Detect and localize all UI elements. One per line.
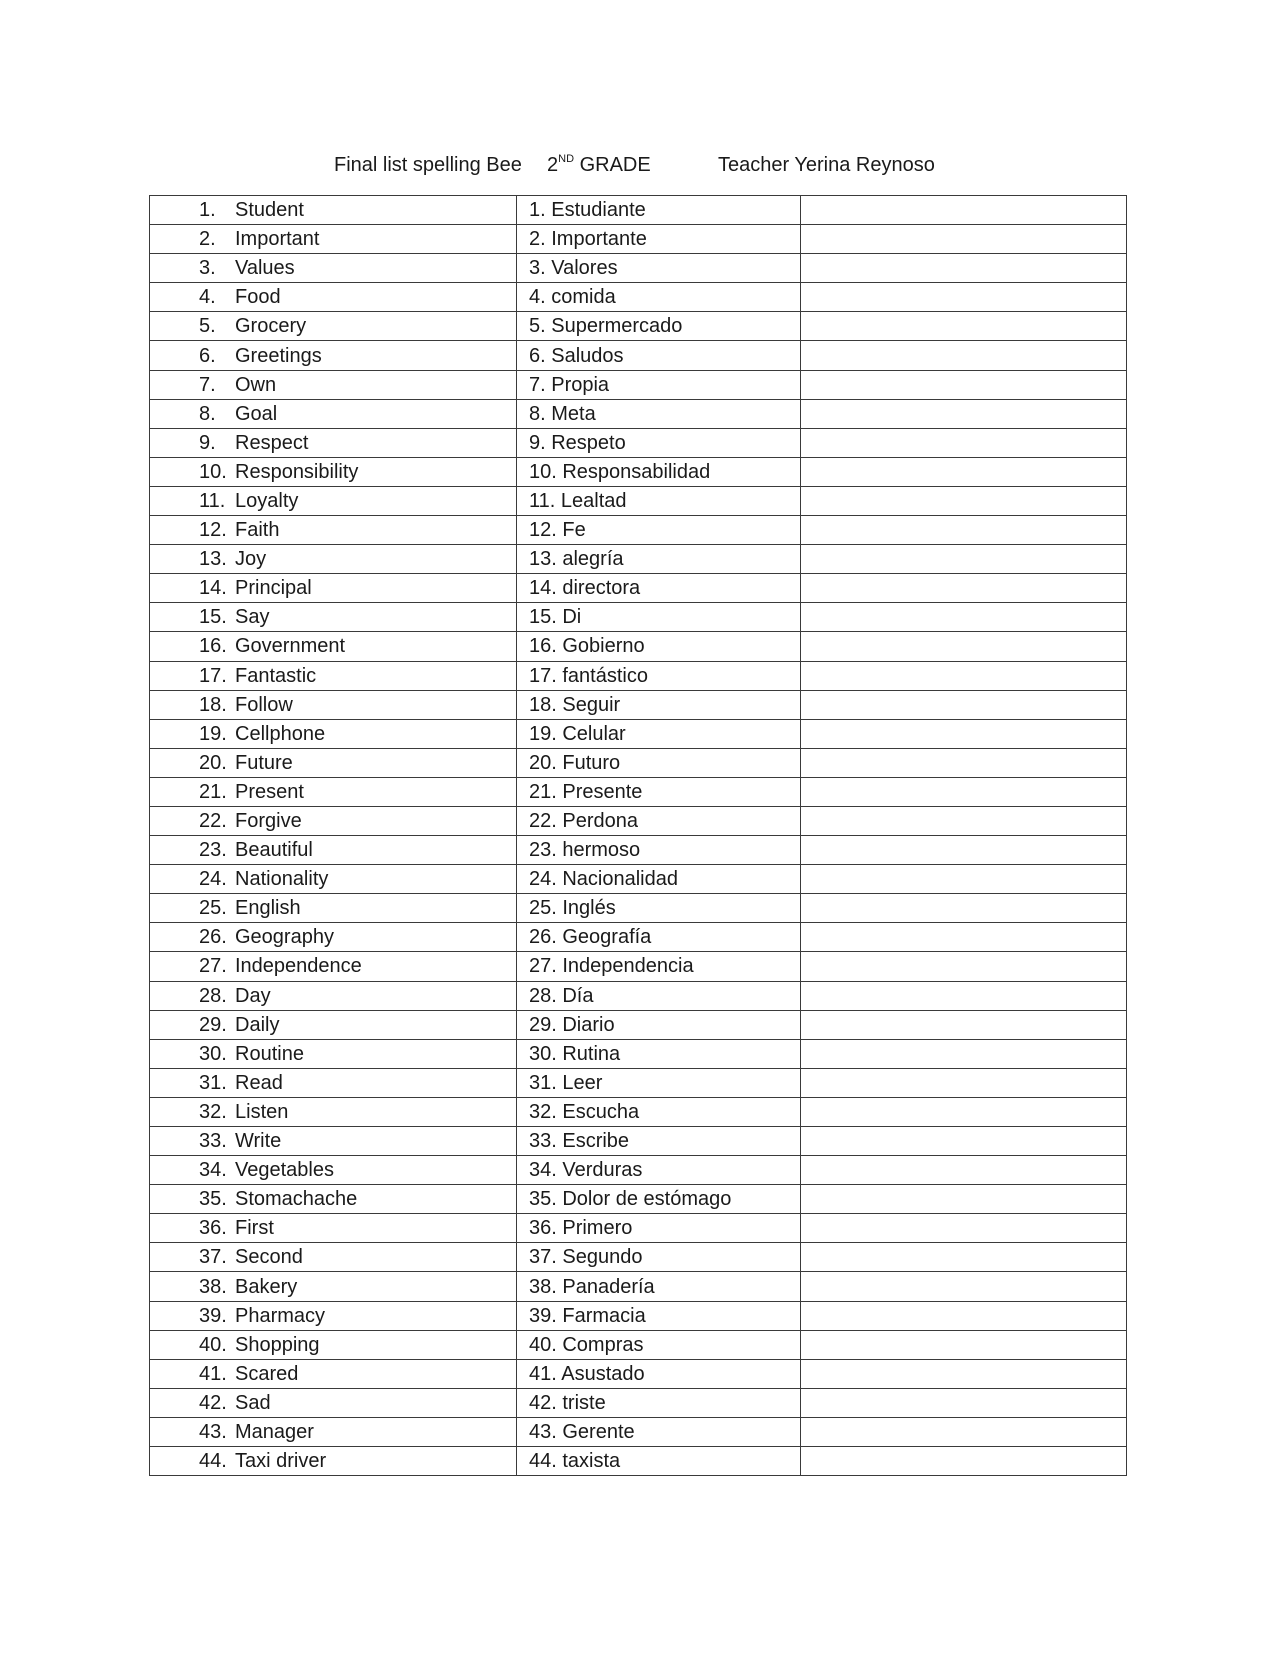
document-header [0,150,1280,180]
table-row [150,486,1127,515]
english-word-cell [150,457,517,486]
spanish-word-cell: 1. Estudiante [517,196,801,225]
word-number: 17. [199,664,227,687]
empty-cell [801,894,1127,923]
english-word-cell [150,1272,517,1301]
empty-cell [801,719,1127,748]
english-word-cell [150,1010,517,1039]
table-row [150,574,1127,603]
spanish-word-cell: 15. Di [517,603,801,632]
spanish-word-cell: 17. fantástico [517,661,801,690]
spanish-word-cell: 26. Geografía [517,923,801,952]
empty-cell [801,1272,1127,1301]
english-word-cell [150,225,517,254]
empty-cell [801,777,1127,806]
spanish-word-cell: 8. Meta [517,399,801,428]
table-row [150,632,1127,661]
english-word-cell [150,312,517,341]
table-row [150,661,1127,690]
english-word: Grocery [235,315,307,338]
grade-word: GRADE [579,154,651,176]
english-word-cell [150,632,517,661]
table-row [150,981,1127,1010]
table-row [150,283,1127,312]
spanish-word-cell: 39. Farmacia [517,1301,801,1330]
empty-cell [801,923,1127,952]
empty-cell [801,865,1127,894]
english-word: Own [235,373,277,396]
empty-cell [801,661,1127,690]
english-word: Loyalty [235,489,299,512]
table-row [150,1127,1127,1156]
english-word: Listen [235,1100,289,1123]
english-word: Government [235,635,346,658]
spanish-word-cell: 31. Leer [517,1068,801,1097]
word-number: 36. [199,1217,227,1240]
english-word: English [235,897,301,920]
english-word: Goal [235,402,278,425]
word-number: 29. [199,1013,227,1036]
word-number: 16. [199,635,227,658]
empty-cell [801,632,1127,661]
word-number: 21. [199,780,227,803]
empty-cell [801,1243,1127,1272]
english-word: Present [235,780,304,803]
empty-cell [801,690,1127,719]
english-word: Principal [235,577,312,600]
english-word: Routine [235,1042,304,1065]
table-row [150,1388,1127,1417]
teacher-name: Teacher Yerina Reynoso [718,154,935,176]
empty-cell [801,1417,1127,1446]
empty-cell [801,981,1127,1010]
empty-cell [801,370,1127,399]
english-word: Bakery [235,1275,298,1298]
word-number: 33. [199,1130,227,1153]
empty-cell [801,254,1127,283]
spanish-word-cell: 12. Fe [517,516,801,545]
empty-cell [801,603,1127,632]
spanish-word-cell: 3. Valores [517,254,801,283]
english-word-cell [150,1301,517,1330]
word-number: 2. [199,228,216,251]
spanish-word-cell: 13. alegría [517,545,801,574]
table-row [150,806,1127,835]
table-row [150,748,1127,777]
spanish-word-cell: 11. Lealtad [517,486,801,515]
table-row [150,1010,1127,1039]
empty-cell [801,341,1127,370]
english-word-cell [150,1388,517,1417]
empty-cell [801,1010,1127,1039]
word-number: 15. [199,606,227,629]
english-word-cell [150,574,517,603]
english-word: Day [235,984,271,1007]
table-row [150,1301,1127,1330]
english-word-cell [150,399,517,428]
word-number: 3. [199,257,216,280]
english-word-cell [150,661,517,690]
english-word-cell [150,545,517,574]
english-word-cell [150,923,517,952]
spanish-word-cell: 34. Verduras [517,1156,801,1185]
english-word-cell [150,283,517,312]
english-word: Independence [235,955,362,978]
english-word-cell [150,777,517,806]
word-number: 43. [199,1420,227,1443]
spanish-word-cell: 40. Compras [517,1330,801,1359]
spanish-word-cell: 14. directora [517,574,801,603]
english-word-cell [150,1417,517,1446]
word-number: 41. [199,1362,227,1385]
english-word: Food [235,286,281,309]
english-word: Write [235,1130,282,1153]
english-word: Cellphone [235,722,326,745]
empty-cell [801,1359,1127,1388]
spanish-word-cell: 36. Primero [517,1214,801,1243]
table-row [150,1097,1127,1126]
table-row [150,1447,1127,1476]
english-word-cell [150,486,517,515]
english-word: Greetings [235,344,322,367]
spanish-word-cell: 6. Saludos [517,341,801,370]
empty-cell [801,399,1127,428]
word-number: 28. [199,984,227,1007]
empty-cell [801,1447,1127,1476]
spanish-word-cell: 23. hermoso [517,836,801,865]
empty-cell [801,574,1127,603]
spanish-word-cell: 35. Dolor de estómago [517,1185,801,1214]
english-word-cell [150,370,517,399]
english-word: Say [235,606,270,629]
word-number: 9. [199,431,216,454]
table-row [150,865,1127,894]
english-word: Geography [235,926,334,949]
word-number: 39. [199,1304,227,1327]
empty-cell [801,312,1127,341]
table-row [150,457,1127,486]
spanish-word-cell: 32. Escucha [517,1097,801,1126]
spanish-word-cell: 41. Asustado [517,1359,801,1388]
table-row [150,1185,1127,1214]
word-number: 32. [199,1100,227,1123]
word-number: 6. [199,344,216,367]
empty-cell [801,283,1127,312]
english-word: Pharmacy [235,1304,326,1327]
english-word-cell [150,341,517,370]
english-word: Fantastic [235,664,317,687]
word-number: 27. [199,955,227,978]
empty-cell [801,806,1127,835]
table-row [150,545,1127,574]
empty-cell [801,225,1127,254]
english-word-cell [150,603,517,632]
grade-ordinal-suffix: ND [558,153,575,166]
english-word-cell [150,1185,517,1214]
spanish-word-cell: 22. Perdona [517,806,801,835]
spanish-word-cell: 43. Gerente [517,1417,801,1446]
table-row [150,1039,1127,1068]
table-row [150,952,1127,981]
english-word-cell [150,894,517,923]
spanish-word-cell: 27. Independencia [517,952,801,981]
empty-cell [801,748,1127,777]
spanish-word-cell: 19. Celular [517,719,801,748]
table-row [150,428,1127,457]
empty-cell [801,1185,1127,1214]
table-row [150,312,1127,341]
word-number: 30. [199,1042,227,1065]
english-word: Future [235,751,293,774]
empty-cell [801,457,1127,486]
table-row [150,370,1127,399]
empty-cell [801,196,1127,225]
empty-cell [801,1068,1127,1097]
word-number: 5. [199,315,216,338]
word-rows [150,196,1127,1476]
english-word: Forgive [235,810,302,833]
english-word-cell [150,836,517,865]
word-number: 44. [199,1450,227,1473]
spanish-word-cell: 7. Propia [517,370,801,399]
english-word: Taxi driver [235,1450,327,1473]
english-word-cell [150,690,517,719]
english-word-cell [150,1447,517,1476]
table-row [150,690,1127,719]
empty-cell [801,1214,1127,1243]
word-number: 19. [199,722,227,745]
english-word: Values [235,257,295,280]
spanish-word-cell: 20. Futuro [517,748,801,777]
english-word: Sad [235,1391,271,1414]
word-number: 13. [199,548,227,571]
word-number: 24. [199,868,227,891]
english-word-cell [150,952,517,981]
empty-cell [801,1039,1127,1068]
spanish-word-cell: 42. triste [517,1388,801,1417]
spanish-word-cell: 37. Segundo [517,1243,801,1272]
english-word: First [235,1217,274,1240]
empty-cell [801,428,1127,457]
grade-label [547,150,651,180]
english-word-cell [150,1039,517,1068]
spanish-word-cell: 21. Presente [517,777,801,806]
table-row [150,225,1127,254]
word-number: 37. [199,1246,227,1269]
english-word: Vegetables [235,1159,334,1182]
english-word: Daily [235,1013,280,1036]
spanish-word-cell: 2. Importante [517,225,801,254]
table-row [150,1156,1127,1185]
empty-cell [801,1127,1127,1156]
table-row [150,516,1127,545]
spanish-word-cell: 44. taxista [517,1447,801,1476]
english-word-cell [150,1243,517,1272]
english-word: Second [235,1246,303,1269]
table-row [150,1068,1127,1097]
table-row [150,254,1127,283]
empty-cell [801,1388,1127,1417]
spanish-word-cell: 16. Gobierno [517,632,801,661]
spanish-word-cell: 30. Rutina [517,1039,801,1068]
english-word: Important [235,228,320,251]
english-word-cell [150,1214,517,1243]
english-word-cell [150,748,517,777]
spanish-word-cell: 25. Inglés [517,894,801,923]
empty-cell [801,545,1127,574]
empty-cell [801,486,1127,515]
table-row [150,196,1127,225]
english-word-cell [150,865,517,894]
english-word: Read [235,1071,283,1094]
english-word-cell [150,1068,517,1097]
empty-cell [801,952,1127,981]
english-word: Faith [235,519,280,542]
spanish-word-cell: 38. Panadería [517,1272,801,1301]
english-word-cell [150,254,517,283]
word-number: 8. [199,402,216,425]
word-number: 35. [199,1188,227,1211]
english-word-cell [150,428,517,457]
english-word: Stomachache [235,1188,358,1211]
table-row [150,923,1127,952]
english-word-cell [150,516,517,545]
word-number: 23. [199,839,227,862]
table-row [150,1359,1127,1388]
word-number: 25. [199,897,227,920]
spanish-word-cell: 9. Respeto [517,428,801,457]
english-word-cell [150,1127,517,1156]
english-word: Follow [235,693,293,716]
english-word-cell [150,981,517,1010]
word-number: 14. [199,577,227,600]
word-number: 31. [199,1071,227,1094]
table-row [150,1214,1127,1243]
word-number: 18. [199,693,227,716]
empty-cell [801,516,1127,545]
table-row [150,777,1127,806]
table-row [150,1417,1127,1446]
empty-cell [801,1097,1127,1126]
spelling-word-table [149,195,1127,1476]
word-number: 7. [199,373,216,396]
english-word: Responsibility [235,460,359,483]
table-row [150,341,1127,370]
word-number: 1. [199,199,216,222]
word-number: 38. [199,1275,227,1298]
english-word: Nationality [235,868,329,891]
english-word: Shopping [235,1333,320,1356]
english-word: Beautiful [235,839,313,862]
english-word-cell [150,1097,517,1126]
english-word-cell [150,196,517,225]
english-word-cell [150,806,517,835]
english-word: Respect [235,431,309,454]
grade-number: 2 [547,154,559,176]
document-title: Final list spelling Bee [334,154,522,176]
empty-cell [801,1156,1127,1185]
word-number: 10. [199,460,227,483]
english-word-cell [150,1330,517,1359]
table-row [150,719,1127,748]
table-row [150,1330,1127,1359]
table-row [150,1272,1127,1301]
english-word: Joy [235,548,267,571]
empty-cell [801,1301,1127,1330]
spanish-word-cell: 24. Nacionalidad [517,865,801,894]
word-number: 34. [199,1159,227,1182]
word-number: 22. [199,810,227,833]
english-word: Student [235,199,304,222]
table-row [150,894,1127,923]
spanish-word-cell: 29. Diario [517,1010,801,1039]
spanish-word-cell: 4. comida [517,283,801,312]
word-number: 12. [199,519,227,542]
english-word: Manager [235,1420,314,1443]
empty-cell [801,836,1127,865]
spanish-word-cell: 28. Día [517,981,801,1010]
english-word: Scared [235,1362,299,1385]
table-row [150,603,1127,632]
spanish-word-cell: 5. Supermercado [517,312,801,341]
word-number: 26. [199,926,227,949]
table-row [150,836,1127,865]
spanish-word-cell: 33. Escribe [517,1127,801,1156]
word-number: 40. [199,1333,227,1356]
word-number: 4. [199,286,216,309]
spanish-word-cell: 18. Seguir [517,690,801,719]
word-number: 20. [199,751,227,774]
word-number: 42. [199,1391,227,1414]
table-row [150,1243,1127,1272]
english-word-cell [150,1156,517,1185]
english-word-cell [150,1359,517,1388]
word-number: 11. [199,489,226,512]
english-word-cell [150,719,517,748]
spanish-word-cell: 10. Responsabilidad [517,457,801,486]
table-row [150,399,1127,428]
empty-cell [801,1330,1127,1359]
